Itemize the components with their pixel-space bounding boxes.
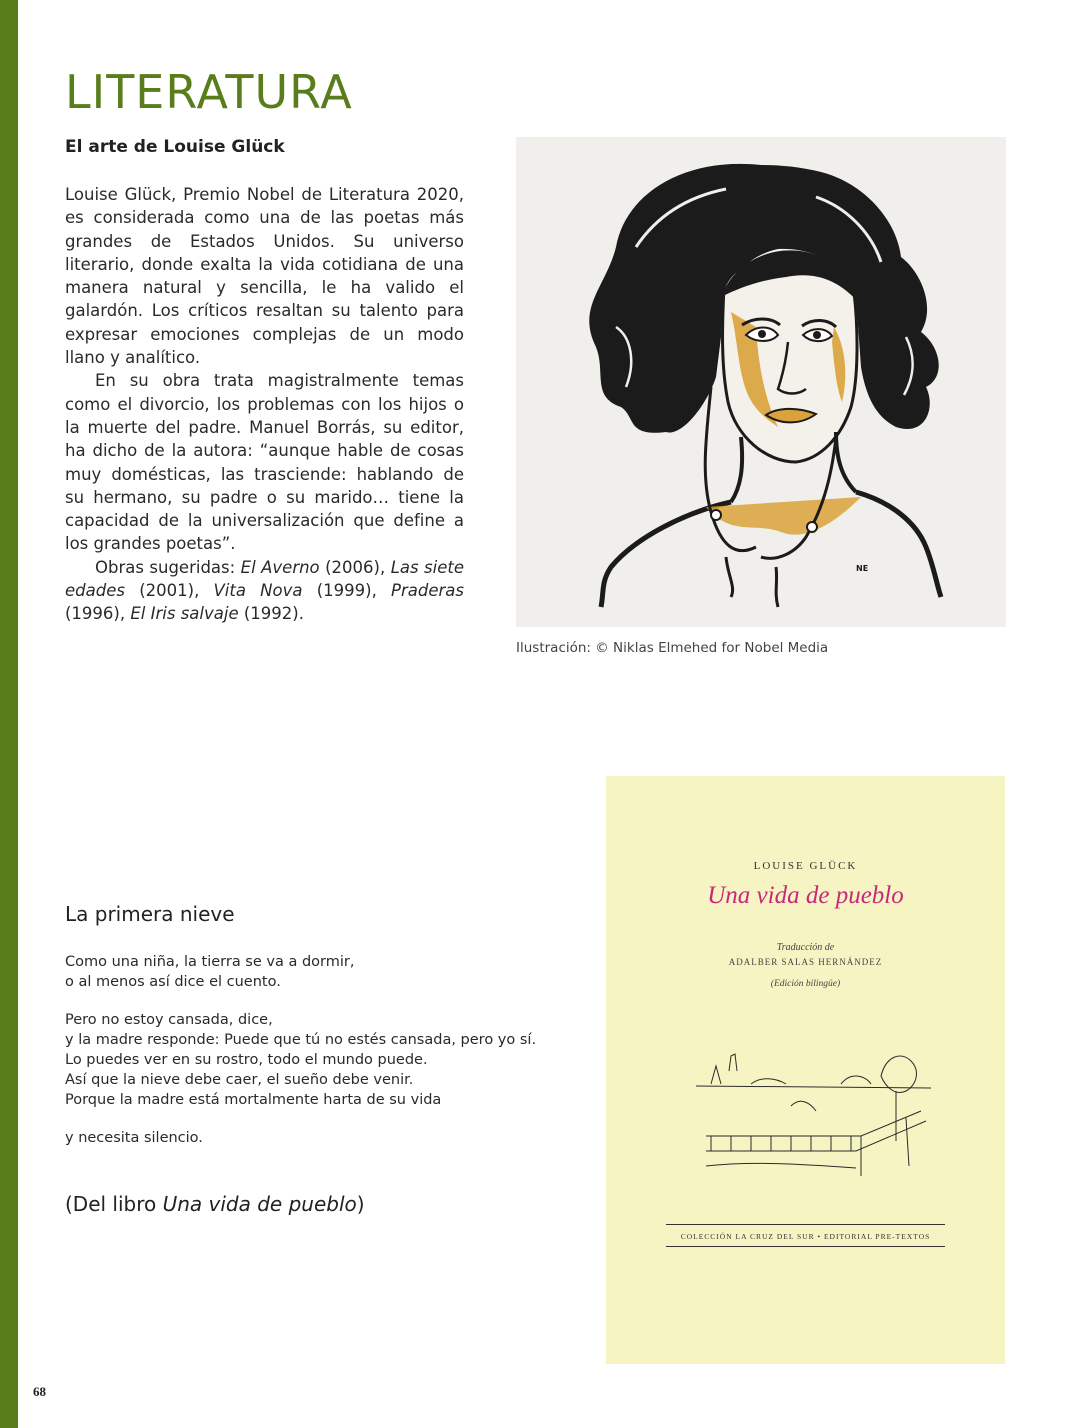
illustrator-signature: NE — [856, 564, 869, 573]
work-title: Praderas — [391, 581, 465, 601]
poem-line: y la madre responde: Puede que tú no estés cansada, pero yo sí. — [65, 1032, 537, 1048]
work-year: (2006) — [325, 557, 380, 577]
book-translator: ADALBER SALAS HERNÁNDEZ — [728, 957, 883, 967]
poem-source: (Del libro Una vida de pueblo) — [65, 1192, 365, 1216]
book-title: Una vida de pueblo — [707, 882, 904, 909]
poem-line: o al menos así dice el cuento. — [65, 974, 281, 990]
works-intro: Obras sugeridas: — [95, 557, 236, 577]
page-number: 68 — [33, 1384, 46, 1399]
poem-title: La primera nieve — [65, 902, 235, 926]
book-cover — [606, 776, 1005, 1364]
poem-line: y necesita silencio. — [65, 1130, 203, 1146]
work-title: El Averno — [240, 557, 320, 577]
work-year: (2001) — [139, 581, 195, 601]
section-title: LITERATURA — [65, 65, 353, 119]
work-year: (1996) — [65, 604, 120, 624]
work-title: Vita Nova — [213, 581, 303, 601]
cover-rule-top — [666, 1224, 945, 1225]
source-book-title: Una vida de pueblo — [162, 1192, 357, 1216]
portrait-caption: Ilustración: © Niklas Elmehed for Nobel Media — [516, 640, 829, 656]
cover-sketch-illustration — [691, 1016, 936, 1181]
article-paragraph-2: En su obra trata magistralmente temas como el divorcio, los problemas con los hijos o la muerte del padre. Manuel Borrás, su editor, ha dicho de la autora: “aunque hable de cosas muy domésticas, las trasciende: hablando de su hermano, su padre o su marido… tiene la capacidad de la universalización que define a los grandes poetas”. — [65, 371, 464, 554]
poem-line: Porque la madre está mortalmente harta de su vida — [65, 1092, 442, 1108]
poem-line: Lo puedes ver en su rostro, todo el mundo puede. — [65, 1052, 428, 1068]
left-accent-bar — [0, 0, 18, 1428]
poem-line: Como una niña, la tierra se va a dormir, — [65, 954, 355, 970]
book-publisher-line: COLECCIÓN LA CRUZ DEL SUR • EDITORIAL PRE-TEXTOS — [680, 1232, 931, 1241]
portrait-drawing — [516, 137, 1006, 627]
article-heading: El arte de Louise Glück — [65, 137, 285, 157]
work-year: (1992). — [243, 604, 304, 624]
poem-line: Pero no estoy cansada, dice, — [65, 1012, 273, 1028]
book-author: LOUISE GLÜCK — [753, 860, 858, 872]
poem-line: Así que la nieve debe caer, el sueño debe venir. — [65, 1072, 414, 1088]
work-year: (1999) — [316, 581, 372, 601]
article-paragraph-1: Louise Glück, Premio Nobel de Literatura 2020, es considerada como una de las poetas más grandes de Estados Unidos. Su universo literario, donde exalta la vida cotidiana de una manera natural y sencilla, le ha valido el galardón. Los críticos resaltan su talento para expresar emociones complejas de un modo llano y analítico. — [65, 185, 464, 368]
portrait-illustration — [516, 137, 1006, 627]
poem-body — [65, 952, 536, 1148]
book-edition: (Edición bilingüe) — [770, 979, 841, 989]
article-body — [65, 183, 464, 626]
book-translation-label: Traducción de — [776, 942, 835, 953]
work-title: Las siete edades — [65, 557, 464, 601]
cover-rule-bottom — [666, 1246, 945, 1247]
suggested-works: Obras sugeridas: El Averno (2006), Las siete edades (2001), Vita Nova (1999), Praderas (1996), El Iris salvaje (1992). — [65, 557, 465, 624]
work-title: El Iris salvaje — [130, 604, 239, 624]
